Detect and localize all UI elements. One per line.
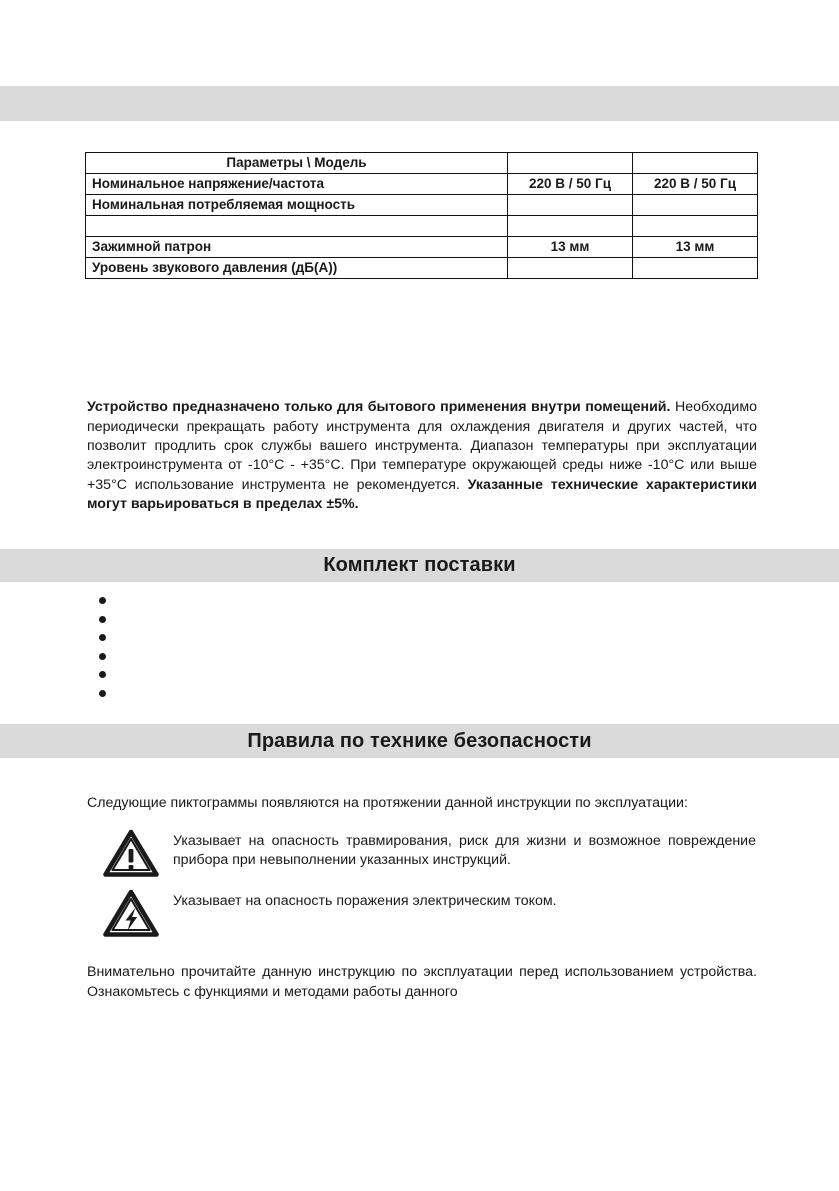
table-cell-model-b xyxy=(633,216,758,237)
specification-table-body xyxy=(86,153,758,279)
pictogram-row-shock xyxy=(103,889,758,937)
list-item xyxy=(95,664,117,683)
table-cell-parameter: Параметры \ Модель xyxy=(86,153,508,174)
section-heading-supply xyxy=(0,549,839,582)
list-item xyxy=(95,590,117,609)
table-cell-model-a xyxy=(508,258,633,279)
intro-paragraph xyxy=(87,398,757,514)
list-item xyxy=(95,609,117,628)
supply-items-list xyxy=(95,590,117,702)
section-heading-safety-title: Правила по технике безопасности xyxy=(247,729,592,752)
pictogram-row-warning xyxy=(103,829,758,877)
table-cell-model-b: 13 мм xyxy=(633,237,758,258)
section-heading-supply-title: Комплект поставки xyxy=(323,554,516,576)
table-cell-parameter: Уровень звукового давления (дБ(А)) xyxy=(86,258,508,279)
table-cell-model-a: 13 мм xyxy=(508,237,633,258)
table-cell-parameter xyxy=(86,216,508,237)
warning-triangle-lightning-icon xyxy=(103,889,159,937)
pictogram-shock-text: Указывает на опасность поражения электрическим током. xyxy=(173,893,557,909)
table-row xyxy=(86,216,758,237)
table-cell-model-b: 220 В / 50 Гц xyxy=(633,174,758,195)
list-item xyxy=(95,646,117,665)
list-item xyxy=(95,683,117,702)
table-row xyxy=(86,258,758,279)
table-cell-model-b xyxy=(633,153,758,174)
safety-closing-paragraph: Внимательно прочитайте данную инструкцию по эксплуатации перед использованием устройства. Ознакомьтесь с функциями и методами работы данного xyxy=(87,964,757,1000)
section-heading-safety xyxy=(0,724,839,758)
table-row xyxy=(86,237,758,258)
table-cell-model-a xyxy=(508,216,633,237)
safety-intro-paragraph: Следующие пиктограммы появляются на протяжении данной инструкции по эксплуатации: xyxy=(87,795,688,812)
warning-triangle-exclamation-icon xyxy=(103,829,159,877)
list-item xyxy=(95,627,117,646)
intro-body-text: Необходимо периодически прекращать работу инструмента для охлаждения двигателя и других частей, что позволит продлить срок службы вашего инструмента. Диапазон температуры при эксплуатации электроинструмента от -10°C - +35°C. При температуре окружающей среды ниже -10°C или выше +35°C использование инструмента не рекомендуется. xyxy=(87,399,757,493)
table-row xyxy=(86,195,758,216)
table-cell-model-a xyxy=(508,153,633,174)
table-row xyxy=(86,174,758,195)
top-grey-band xyxy=(0,86,839,121)
specification-table xyxy=(85,152,758,279)
table-cell-model-a: 220 В / 50 Гц xyxy=(508,174,633,195)
pictogram-warning-text: Указывает на опасность травмирования, риск для жизни и возможное повреждение прибора при невыполнении указанных инструкций. xyxy=(173,833,756,869)
intro-bold-lead: Устройство предназначено только для бытового применения внутри помещений. xyxy=(87,399,671,416)
table-cell-model-b xyxy=(633,195,758,216)
table-cell-model-a xyxy=(508,195,633,216)
table-cell-parameter: Номинальное напряжение/частота xyxy=(86,174,508,195)
table-cell-model-b xyxy=(633,258,758,279)
intro-bold-tail: Указанные технические характеристики могут варьироваться в пределах ±5%. xyxy=(87,476,757,513)
table-row xyxy=(86,153,758,174)
table-cell-parameter: Номинальная потребляемая мощность xyxy=(86,195,508,216)
table-cell-parameter: Зажимной патрон xyxy=(86,237,508,258)
